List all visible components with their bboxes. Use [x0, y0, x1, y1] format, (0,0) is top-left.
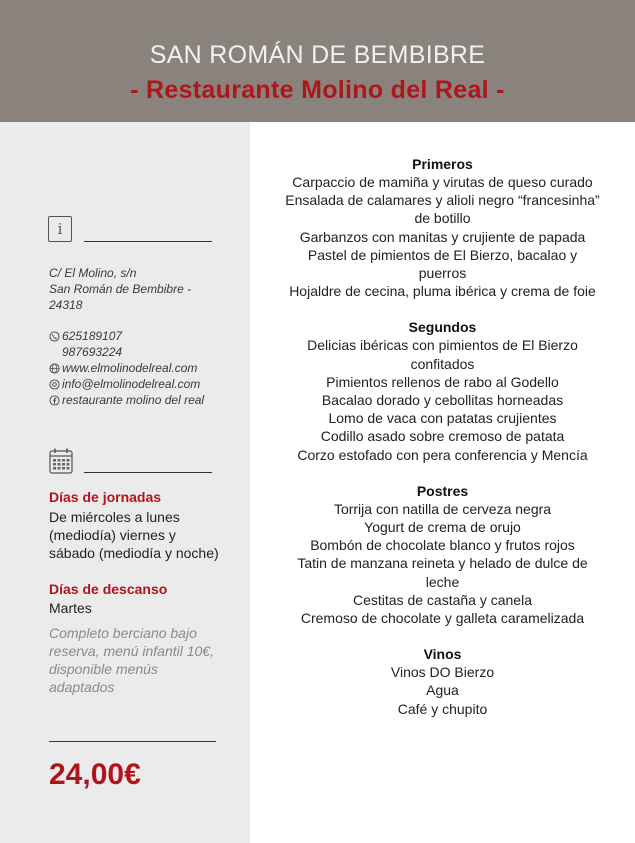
menu-list: [250, 155, 635, 736]
menu-price: 24,00€: [49, 758, 141, 791]
menu-dish: Cremoso de chocolate y galleta caramelizada: [300, 610, 585, 627]
menu-dish: Pimientos rellenos de rabo al Godello: [326, 373, 559, 390]
menu-section: [250, 155, 635, 300]
address-line: C/ El Molino, s/n: [49, 266, 137, 280]
phone-row[interactable]: [49, 329, 122, 345]
menu-dish: Vinos DO Bierzo: [390, 664, 495, 681]
menu-section-title: Segundos: [408, 319, 477, 336]
menu-section: [250, 482, 635, 627]
menu-dish: Agua: [426, 682, 459, 699]
menu-section-title: Postres: [416, 482, 469, 499]
facebook-link: restaurante molino del real: [62, 393, 205, 407]
sidebar: [0, 122, 250, 843]
workdays-text: De miércoles a lunes (mediodía) viernes y sábado (mediodía y noche): [49, 509, 219, 561]
header-banner: [0, 0, 635, 122]
menu-section: [250, 318, 635, 463]
restaurant-title: - Restaurante Molino del Real -: [130, 76, 505, 104]
address-line: San Román de Bembibre -: [49, 282, 192, 296]
menu-dish: Corzo estofado con pera conferencia y Mencía: [297, 446, 588, 463]
menu-dish: Carpaccio de mamiña y virutas de queso curado: [292, 174, 593, 190]
divider: [49, 741, 216, 742]
menu-dish: Garbanzos con manitas y crujiente de papada: [299, 228, 586, 245]
divider: [84, 472, 212, 473]
menu-dish: Codillo asado sobre cremoso de patata: [320, 428, 565, 445]
restday-text: Martes: [49, 600, 92, 616]
info-icon: i: [48, 216, 72, 242]
menu-dish: Bacalao dorado y cebollitas horneadas: [321, 392, 564, 409]
menu-dish: Pastel de pimientos de El Bierzo, bacalao y puerros: [307, 246, 578, 282]
menu-dish: Yogurt de crema de orujo: [364, 519, 521, 536]
menu-note: Completo berciano bajo reserva, menú infantil 10€, disponible menús adaptados: [49, 625, 214, 695]
menu-dish: Torrija con natilla de cerveza negra: [333, 500, 552, 517]
menu-dish: Lomo de vaca con patatas crujientes: [328, 410, 557, 427]
website-link: www.elmolinodelreal.com: [62, 361, 198, 375]
phone-number: 625189107: [62, 329, 123, 343]
menu-section-title: Primeros: [412, 156, 473, 172]
globe-icon: [49, 363, 60, 374]
email-link: info@elmolinodelreal.com: [62, 377, 201, 391]
menu-section-title: Vinos: [423, 646, 462, 663]
menu-dish: Café y chupito: [397, 700, 488, 717]
email-row[interactable]: [49, 377, 200, 393]
menu-dish: Ensalada de calamares y alioli negro “francesinha” de botillo: [285, 192, 600, 227]
menu-section: [250, 645, 635, 718]
phone-number[interactable]: 987693224: [62, 345, 123, 359]
workdays-title: Días de jornadas: [49, 489, 162, 505]
facebook-icon: [49, 395, 60, 406]
menu-dish: Cestitas de castaña y canela: [353, 591, 532, 608]
restday-title: Días de descanso: [49, 581, 168, 597]
address-line: 24318: [49, 298, 83, 312]
phone-icon: [49, 331, 60, 342]
divider: [84, 241, 212, 242]
at-icon: [49, 379, 60, 390]
calendar-icon: [49, 448, 73, 474]
town-title: SAN ROMÁN DE BEMBIBRE: [149, 41, 486, 69]
web-row[interactable]: [49, 361, 197, 377]
menu-dish: Bombón de chocolate blanco y frutos rojos: [310, 537, 575, 554]
menu-dish: Delicias ibéricas con pimientos de El Bierzo confitados: [307, 337, 578, 372]
menu-dish: Hojaldre de cecina, pluma ibérica y crema de foie: [289, 283, 596, 300]
menu-dish: Tatin de manzana reineta y helado de dulce de leche: [297, 555, 588, 590]
facebook-row[interactable]: [49, 393, 204, 409]
